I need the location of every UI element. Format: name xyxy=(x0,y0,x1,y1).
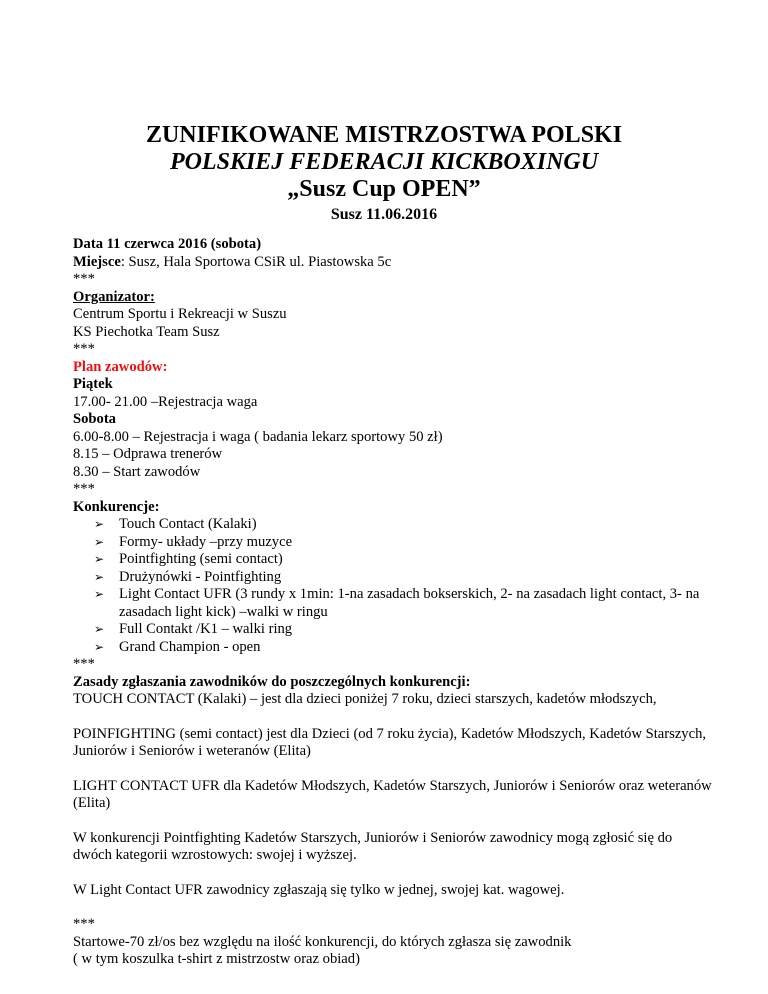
list-item xyxy=(73,516,713,534)
location-label: Miejsce xyxy=(73,253,121,270)
organizer-heading: Organizator: xyxy=(73,288,155,305)
plan-day-saturday: Sobota xyxy=(73,411,116,427)
plan-item: 17.00- 21.00 –Rejestracja waga xyxy=(73,393,258,410)
separator: *** xyxy=(73,656,95,672)
plan-item: 8.15 – Odprawa trenerów xyxy=(73,446,223,462)
rules-paragraph: LIGHT CONTACT UFR dla Kadetów Młodszych, Kadetów Starszych, Juniorów i Seniorów oraz weteranów (Elita) xyxy=(73,777,712,811)
list-item xyxy=(73,639,713,657)
rules-paragraph: W konkurencji Pointfighting Kadetów Starszych, Juniorów i Seniorów zawodnicy mogą zgłosić się do dwóch kategorii wzrostowych: swojej i wyższej. xyxy=(73,829,673,863)
plan-item: 8.30 – Start zawodów xyxy=(73,463,201,480)
competitions-list xyxy=(73,516,713,656)
arrow-bullet-icon: ➢ xyxy=(94,587,105,601)
event-date: Data 11 czerwca 2016 (sobota) xyxy=(73,236,262,252)
separator: *** xyxy=(73,481,95,497)
separator: *** xyxy=(73,916,95,932)
title-line-3: „Susz Cup OPEN” xyxy=(287,176,481,202)
list-item xyxy=(73,586,713,621)
plan-item: 6.00-8.00 – Rejestracja i waga ( badania lekarz sportowy 50 zł) xyxy=(73,428,443,445)
arrow-bullet-icon: ➢ xyxy=(94,517,105,531)
list-item-text: Drużynówki - Pointfighting xyxy=(119,568,282,585)
rules-paragraph: POINFIGHTING (semi contact) jest dla Dzieci (od 7 roku życia), Kadetów Młodszych, Kadetów Starszych, Juniorów i Seniorów i weteranów (Elita) xyxy=(73,725,707,759)
plan-heading: Plan zawodów: xyxy=(73,358,168,375)
separator: *** xyxy=(73,271,95,287)
location-value: : Susz, Hala Sportowa CSiR ul. Piastowska 5c xyxy=(120,253,392,270)
separator: *** xyxy=(73,341,95,357)
list-item xyxy=(73,534,713,552)
title-block xyxy=(0,122,768,225)
fee-line: ( w tym koszulka t-shirt z mistrzostw oraz obiad) xyxy=(73,951,360,967)
title-date: Susz 11.06.2016 xyxy=(330,206,438,223)
arrow-bullet-icon: ➢ xyxy=(94,639,105,654)
rules-paragraph: W Light Contact UFR zawodnicy zgłaszają się tylko w jednej, swojej kat. wagowej. xyxy=(73,881,565,898)
organizer-line: KS Piechotka Team Susz xyxy=(73,323,220,340)
arrow-bullet-icon: ➢ xyxy=(94,552,105,566)
fee-line: Startowe-70 zł/os bez względu na ilość konkurencji, do których zgłasza się zawodnik xyxy=(73,933,572,950)
title-line-1: ZUNIFIKOWANE MISTRZOSTWA POLSKI xyxy=(145,122,623,148)
arrow-bullet-icon: ➢ xyxy=(94,622,105,636)
document-body xyxy=(73,236,713,969)
list-item-text: Formy- układy –przy muzyce xyxy=(119,533,293,550)
title-line-2: POLSKIEJ FEDERACJI KICKBOXINGU xyxy=(169,149,599,175)
list-item-text: Pointfighting (semi contact) xyxy=(119,551,283,567)
organizer-line: Centrum Sportu i Rekreacji w Suszu xyxy=(73,306,287,322)
event-location xyxy=(73,254,713,272)
arrow-bullet-icon: ➢ xyxy=(94,569,105,584)
list-item-text: Grand Champion - open xyxy=(119,638,261,655)
list-item-text: Full Contakt /K1 – walki ring xyxy=(119,621,293,637)
list-item-text: Light Contact UFR (3 rundy x 1min: 1-na zasadach bokserskich, 2- na zasadach light contact, 3- na zasadach light kick) –walki w ringu xyxy=(119,586,700,620)
rules-heading: Zasady zgłaszania zawodników do poszczególnych konkurencji: xyxy=(73,673,471,690)
plan-day-friday: Piątek xyxy=(73,376,113,392)
list-item xyxy=(73,569,713,587)
list-item xyxy=(73,621,713,639)
rules-paragraph: TOUCH CONTACT (Kalaki) – jest dla dzieci poniżej 7 roku, dzieci starszych, kadetów młodszych, xyxy=(73,691,657,707)
list-item-text: Touch Contact (Kalaki) xyxy=(119,516,257,532)
arrow-bullet-icon: ➢ xyxy=(94,534,105,549)
competitions-heading: Konkurencje: xyxy=(73,498,160,515)
list-item xyxy=(73,551,713,569)
